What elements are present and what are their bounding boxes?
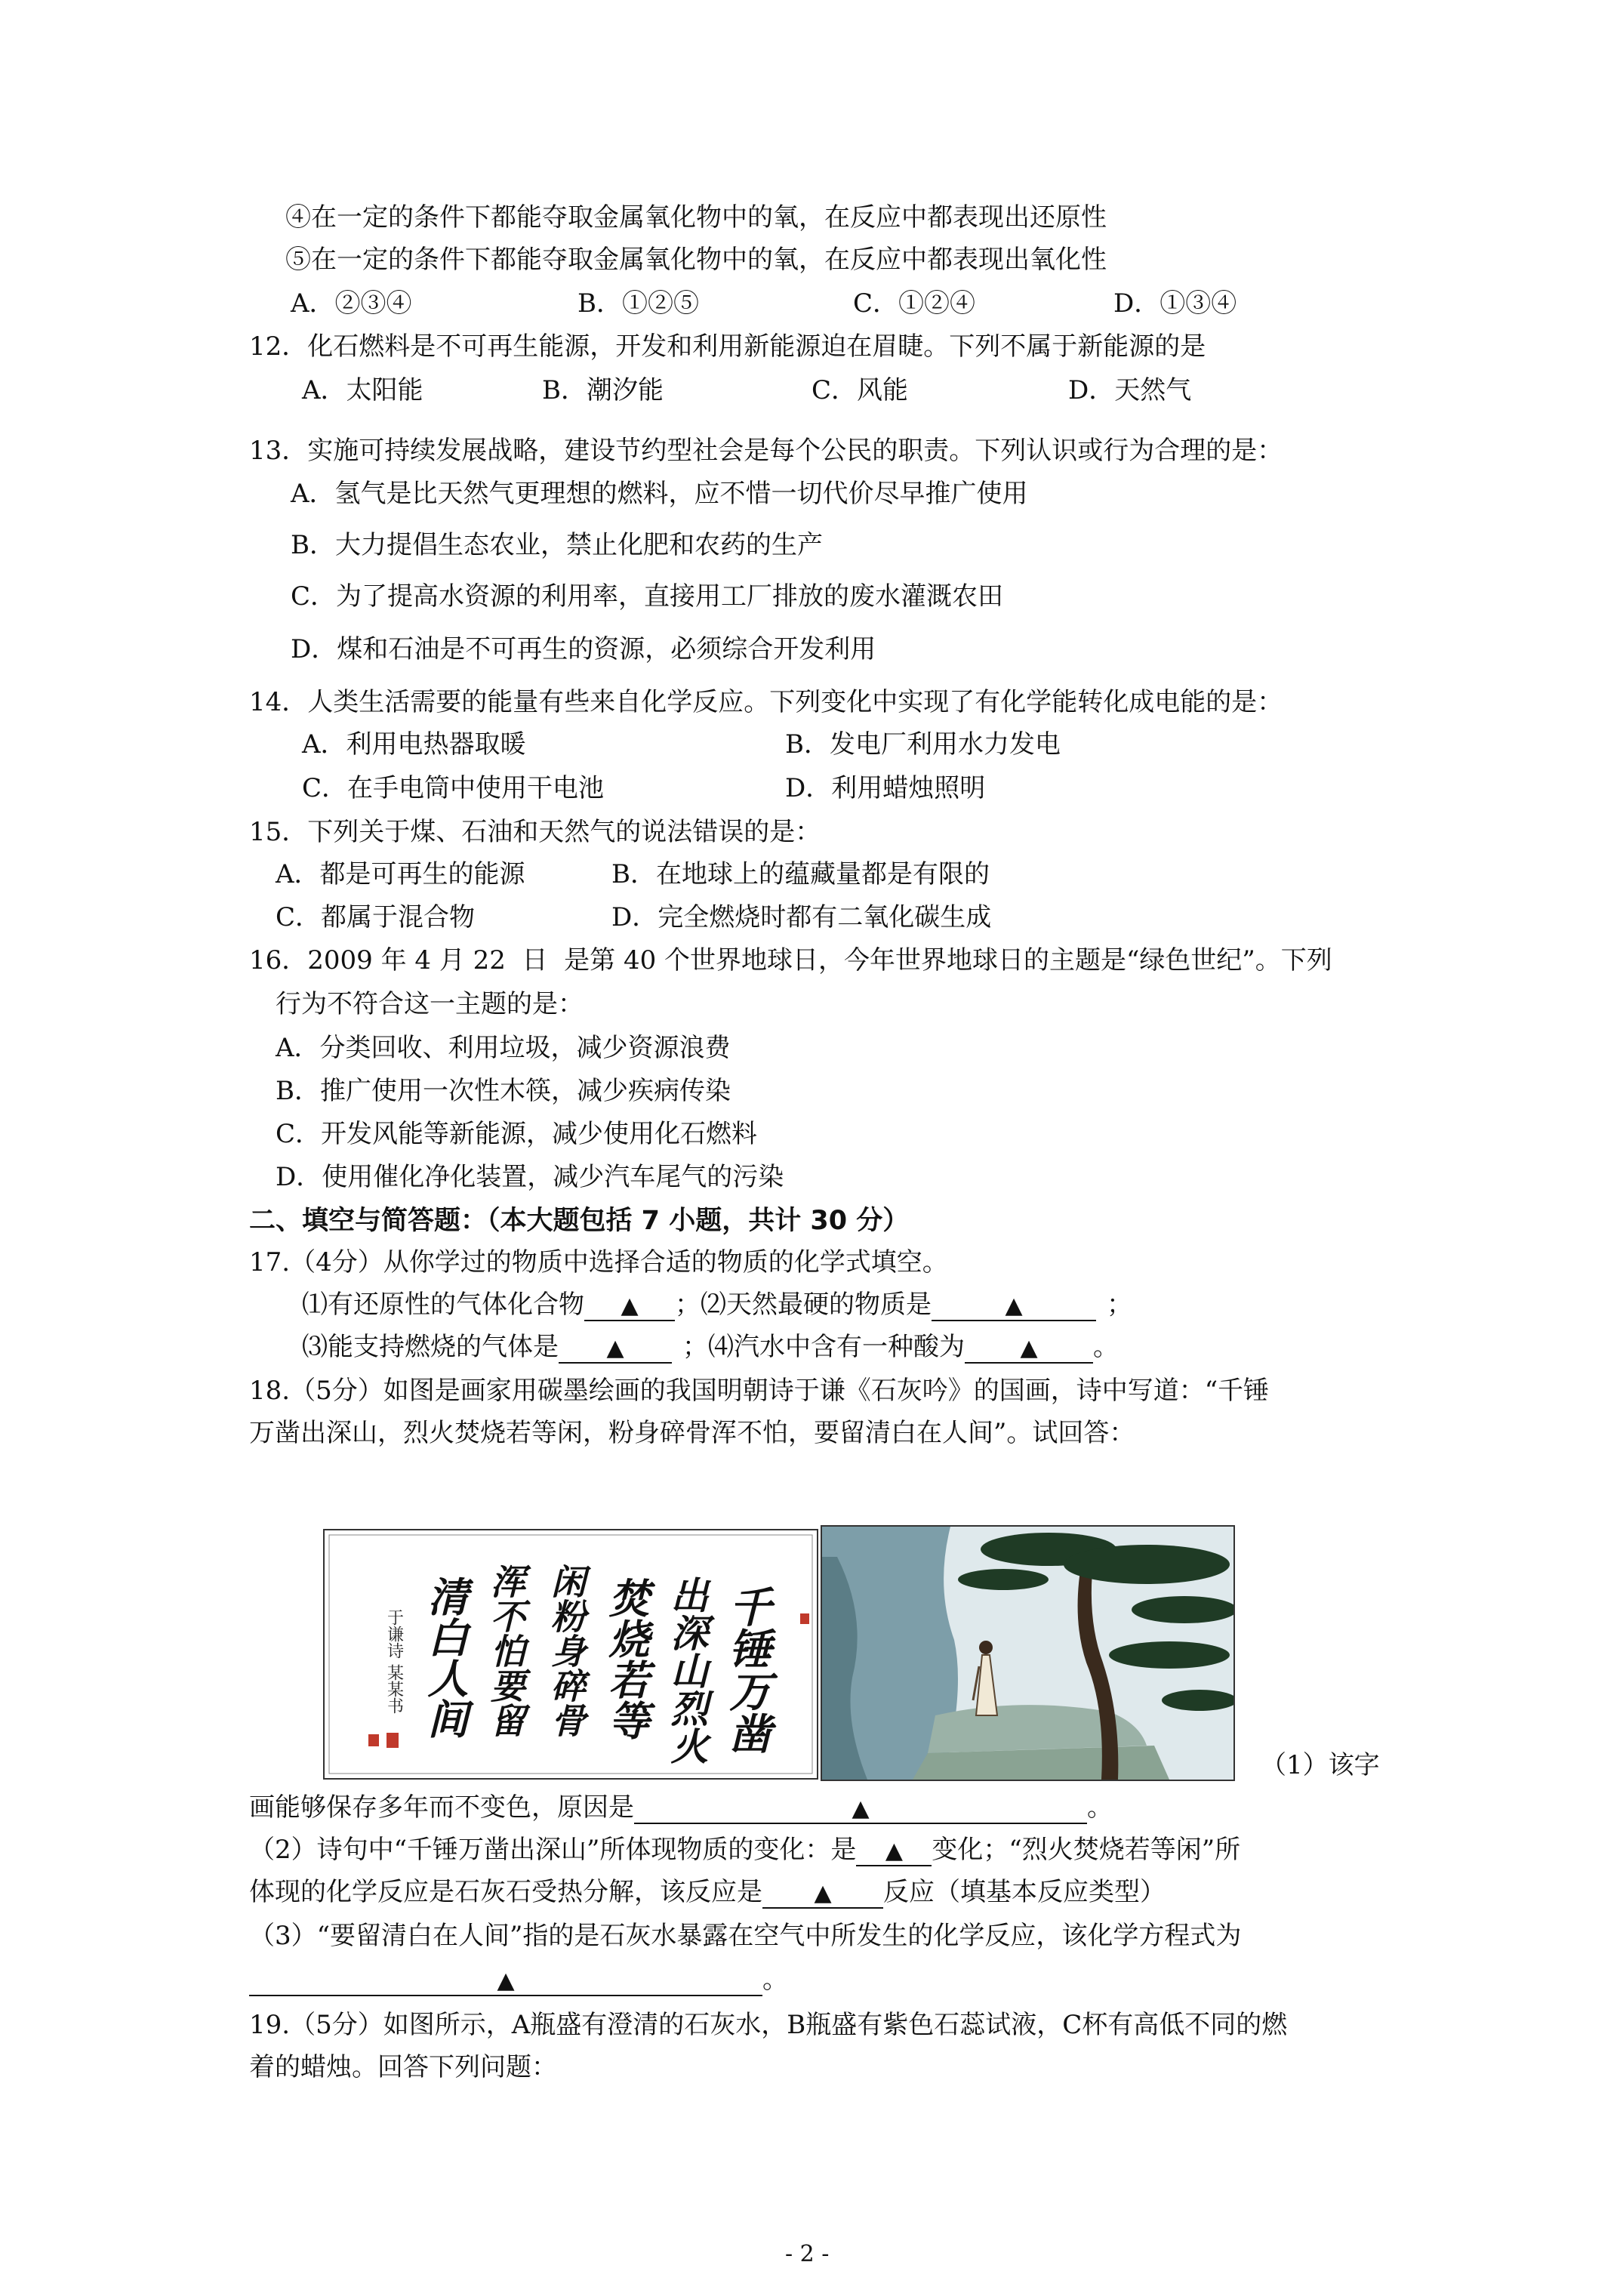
q18-sub3-row [249, 1963, 788, 1996]
q18-sub3-period: 。 [762, 1965, 788, 1995]
answer-mark: ▲ [885, 1838, 903, 1864]
q12-choice-a: A．太阳能 [302, 375, 423, 405]
calligraphy-signature: 于谦诗 某某书 [384, 1609, 404, 1714]
q17-answer-3[interactable] [559, 1333, 672, 1364]
answer-mark: ▲ [814, 1880, 832, 1906]
answer-mark: ▲ [1005, 1293, 1023, 1319]
page-number: - 2 - [785, 2241, 830, 2267]
q17-part2-label: ；⑵天然最硬的物质是 [675, 1290, 932, 1320]
q18-line1: 18.（5分）如图是画家用碳墨绘画的我国明朝诗于谦《石灰吟》的国画，诗中写道：“千锤 [249, 1376, 1270, 1406]
q16-choice-c: C．开发风能等新能源，减少使用化石燃料 [276, 1119, 758, 1149]
q16-choice-d: D．使用催化净化装置，减少汽车尾气的污染 [276, 1162, 784, 1192]
q18-line2: 万凿出深山，烈火焚烧若等闲，粉身碎骨浑不怕，要留清白在人间”。试回答： [249, 1418, 1135, 1448]
q13-choice-d: D．煤和石油是不可再生的资源，必须综合开发利用 [291, 634, 876, 664]
q18-sub1-prefix: （1）该字 [1261, 1750, 1380, 1780]
q18-sub2-text-a: （2）诗句中“千锤万凿出深山”所体现物质的变化：是 [249, 1835, 857, 1865]
q18-sub2-text-c: 体现的化学反应是石灰石受热分解，该反应是 [249, 1877, 762, 1907]
section-2-title: 二、填空与简答题：（本大题包括 7 小题，共计 30 分） [249, 1206, 910, 1236]
q15-choice-b: B．在地球上的蕴藏量都是有限的 [611, 859, 990, 889]
q17-answer-1[interactable] [584, 1291, 675, 1321]
q17-row1 [302, 1288, 1132, 1321]
q17-part4-label: ；⑷汽水中含有一种酸为 [682, 1332, 965, 1362]
q12-choice-c: C．风能 [812, 375, 909, 405]
answer-mark: ▲ [1020, 1335, 1038, 1361]
q17-answer-4[interactable] [965, 1333, 1093, 1364]
calligraphy-image [323, 1529, 818, 1780]
calligraphy-column-2: 出深山烈火 [664, 1576, 710, 1764]
q11-choice-b: B．①②⑤ [577, 288, 699, 319]
q14-choice-c: C．在手电筒中使用干电池 [302, 773, 605, 803]
q11-option-4: ④在一定的条件下都能夺取金属氧化物中的氧，在反应中都表现出还原性 [285, 202, 1107, 233]
q17-row2 [302, 1330, 1119, 1364]
q15-choice-c: C．都属于混合物 [276, 902, 476, 932]
q13-stem: 13．实施可持续发展战略，建设节约型社会是每个公民的职责。下列认识或行为合理的是： [249, 436, 1283, 466]
q12-stem: 12．化石燃料是不可再生能源，开发和利用新能源迫在眉睫。下列不属于新能源的是 [249, 331, 1206, 362]
q17-part3-label: ⑶能支持燃烧的气体是 [302, 1332, 559, 1362]
q12-choice-d: D．天然气 [1068, 375, 1192, 405]
q12-choice-b: B．潮汐能 [542, 375, 664, 405]
q18-sub2-text-d: 反应（填基本反应类型） [883, 1877, 1166, 1907]
q17-period: 。 [1093, 1332, 1119, 1362]
answer-mark: ▲ [606, 1335, 624, 1361]
q18-sub2-row2 [249, 1875, 1166, 1909]
q13-choice-b: B．大力提倡生态农业，禁止化肥和农药的生产 [291, 530, 823, 560]
q14-choice-d: D．利用蜡烛照明 [785, 773, 986, 803]
figure-head [979, 1641, 993, 1654]
q18-sub1-row [249, 1791, 1113, 1824]
q16-stem-line1: 16．2009 年 4 月 22 日 是第 40 个世界地球日，今年世界地球日的主题是“绿色世纪”。下列 [249, 945, 1332, 975]
q15-stem: 15．下列关于煤、石油和天然气的说法错误的是： [249, 817, 821, 847]
q13-choice-a: A．氢气是比天然气更理想的燃料，应不惜一切代价尽早推广使用 [291, 479, 1028, 509]
q14-choice-b: B．发电厂利用水力发电 [785, 729, 1061, 760]
calligraphy-column-3: 焚烧若等 [602, 1577, 651, 1740]
answer-mark: ▲ [621, 1293, 639, 1319]
seal-stamp-3 [800, 1613, 809, 1624]
q17-answer-2[interactable] [932, 1291, 1096, 1321]
q14-choice-a: A．利用电热器取暖 [302, 729, 526, 760]
q18-sub1-period: 。 [1087, 1792, 1113, 1823]
q18-sub3-text: （3）“要留清白在人间”指的是石灰水暴露在空气中所发生的化学反应，该化学方程式为 [249, 1921, 1242, 1951]
q18-answer-3[interactable] [762, 1878, 883, 1909]
q11-choice-a: A．②③④ [291, 288, 412, 319]
q19-line1: 19.（5分）如图所示，A瓶盛有澄清的石灰水，B瓶盛有紫色石蕊试液，C杯有高低不同的燃 [249, 2010, 1288, 2040]
calligraphy-column-4: 闲粉身碎骨 [546, 1564, 587, 1737]
q15-choice-d: D．完全燃烧时都有二氧化碳生成 [611, 902, 992, 932]
answer-mark: ▲ [852, 1795, 870, 1822]
answer-mark: ▲ [497, 1968, 515, 1994]
q16-choice-a: A．分类回收、利用垃圾，减少资源浪费 [276, 1033, 731, 1063]
q11-option-5: ⑤在一定的条件下都能夺取金属氧化物中的氧，在反应中都表现出氧化性 [285, 245, 1107, 275]
calligraphy-column-1: 千锤万凿 [722, 1585, 772, 1754]
calligraphy-drawing [325, 1530, 817, 1778]
q13-choice-c: C．为了提高水资源的利用率，直接用工厂排放的废水灌溉农田 [291, 581, 1004, 612]
q17-part1-label: ⑴有还原性的气体化合物 [302, 1290, 584, 1320]
q14-stem: 14．人类生活需要的能量有些来自化学反应。下列变化中实现了有化学能转化成电能的是： [249, 687, 1283, 717]
q18-answer-1[interactable] [634, 1794, 1087, 1824]
q19-line2: 着的蜡烛。回答下列问题： [249, 2052, 557, 2082]
calligraphy-column-5: 浑不怕要留 [485, 1564, 526, 1737]
calligraphy-column-6: 清白人间 [421, 1576, 470, 1739]
q17-semicolon: ； [1107, 1290, 1132, 1320]
q18-sub1-text: 画能够保存多年而不变色，原因是 [249, 1792, 634, 1823]
q17-stem: 17.（4分）从你学过的物质中选择合适的物质的化学式填空。 [249, 1247, 948, 1277]
landscape-painting [821, 1525, 1235, 1781]
q11-choice-d: D．①③④ [1113, 288, 1237, 319]
q18-answer-4[interactable] [249, 1966, 762, 1996]
q18-answer-2[interactable] [856, 1836, 932, 1866]
q16-choice-b: B．推广使用一次性木筷，减少疾病传染 [276, 1076, 731, 1106]
q11-choice-c: C．①②④ [853, 288, 976, 319]
painting-drawing [822, 1527, 1233, 1780]
q18-sub2-text-b: 变化；“烈火焚烧若等闲”所 [932, 1835, 1241, 1865]
q15-choice-a: A．都是可再生的能源 [276, 859, 525, 889]
q18-sub2-row1 [249, 1833, 1240, 1866]
q16-stem-line2: 行为不符合这一主题的是： [276, 989, 584, 1019]
seal-stamp [387, 1733, 399, 1748]
seal-stamp-2 [368, 1734, 379, 1746]
